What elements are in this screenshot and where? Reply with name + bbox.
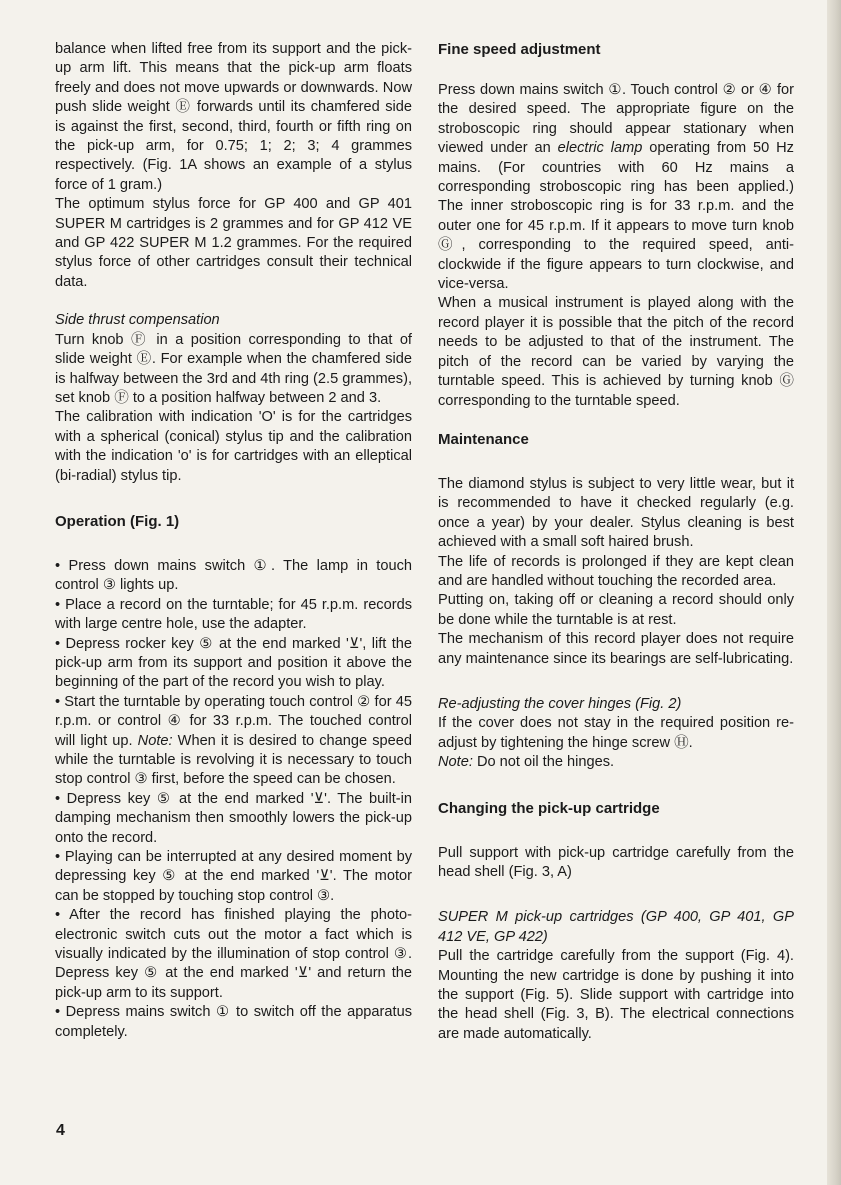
heading-changing-cartridge: Changing the pick-up cartridge xyxy=(438,799,660,817)
paragraph-stylus-wear: The diamond stylus is subject to very little wear, but it is recommended to have it checked regularly (e.g. once a year) by your dealer. Stylus cleaning is best achieved with a small soft haired brush. xyxy=(438,475,794,551)
hinge-note-label: Note: xyxy=(438,754,473,771)
bullet-rocker-key: • Depress rocker key ⑤ at the end marked '⊻', lift the pick-up arm from its support and position it above the beginning of the part of the record you wish to play. xyxy=(55,635,412,691)
electric-lamp-text: electric lamp xyxy=(557,140,643,157)
paragraph-optimum-force: The optimum stylus force for GP 400 and GP 401 SUPER M cartridges is 2 grammes and for GP 412 VE and GP 422 SUPER M 1.2 grammes. For the required stylus force of other cartridges consult their technical data. xyxy=(55,196,412,290)
bullet-start-note-text: When it is desired to change speed while the turntable is revolving it is necessary to touch stop control ③ first, before the speed can be chosen. xyxy=(55,732,412,788)
bullet-lower-pickup: • Depress key ⑤ at the end marked '⊻'. The built-in damping mechanism then smoothly lowers the pick-up onto the record. xyxy=(55,790,412,846)
heading-super-m: SUPER M pick-up cartridges (GP 400, GP 401, GP 412 VE, GP 422) xyxy=(438,909,794,945)
paragraph-record-life: The life of records is prolonged if they are kept clean and are handled without touching the recorded area. xyxy=(438,553,794,589)
paragraph-at-rest: Putting on, taking off or cleaning a record should only be done while the turntable is at rest. xyxy=(438,592,794,628)
heading-side-thrust: Side thrust compensation xyxy=(55,312,220,329)
paragraph-side-thrust: Turn knob Ⓕ in a position corresponding to that of slide weight Ⓔ. For example when the chamfered side is halfway between the 3rd and 4th ring (2.5 grammes), set knob Ⓕ to a position halfway between 2 and 3. xyxy=(55,331,412,406)
bullet-switch-off: • Depress mains switch ① to switch off the apparatus completely. xyxy=(55,1004,412,1040)
fine-speed-text: Press down mains switch ①. Touch control ② or ④ for the desired speed. The appropriate figure on the stroboscopic ring should appear stationary when viewed under an xyxy=(438,82,794,157)
paragraph-hinge-note xyxy=(438,753,794,772)
bullet-interrupt: • Playing can be interrupted at any desired moment by depressing key ⑤ at the end marked '⊻'. The motor can be stopped by touching stop control ③. xyxy=(55,849,412,904)
heading-operation: Operation (Fig. 1) xyxy=(55,512,180,530)
bullet-finished-playing: • After the record has finished playing the photo-electronic switch cuts out the motor a fact which is visually indicated by the illumination of stop control ③. Depress key ⑤ at the end marked '⊻' and return the pick-up arm to its support. xyxy=(55,907,412,1001)
paragraph-fine-speed xyxy=(438,81,794,294)
paragraph-calibration: The calibration with indication 'O' is for the cartridges with a spherical (conical) stylus tip and the calibration with the indication 'o' is for cartridges with an elleptical (bi-radial) stylus tip. xyxy=(55,409,412,484)
left-column xyxy=(55,40,412,1042)
bullet-start-turntable xyxy=(55,693,412,790)
page-binding-edge xyxy=(827,0,841,1185)
paragraph-mount-cartridge: Pull the cartridge carefully from the support (Fig. 4). Mounting the new cartridge is done by pushing it into the support (Fig. 5). Slide support with cartridge into the head shell (Fig. 3, B). The electrical connections are made automatically. xyxy=(438,948,794,1042)
paragraph-stylus-balance: balance when lifted free from its support and the pick-up arm lift. This means that the pick-up arm floats freely and does not move upwards or downwards. Now push slide weight Ⓔ forwards until its chamfered side is against the first, second, third, fourth or fifth ring on the pick-up arm, for 0.75; 1; 2; 3; 4 grammes respectively. (Fig. 1A shows an example of a stylus force of 1 gram.) xyxy=(55,41,412,193)
paragraph-hinge-screw: If the cover does not stay in the required position re-adjust by tightening the hinge screw Ⓗ. xyxy=(438,715,794,751)
bullet-mains-switch: • Press down mains switch ①. The lamp in touch control ③ lights up. xyxy=(55,557,412,594)
fine-speed-text-2: operating from 50 Hz mains. (For countries with 60 Hz mains a corresponding stroboscopic ring has been applied.) The inner stroboscopic ring is for 33 r.p.m. and the outer one for 45 r.p.m. If it appears to move turn knob Ⓖ, corresponding to the required speed, anti-clockwide if the figure appears to turn clockwise, and vice-versa. xyxy=(438,140,794,293)
note-label: Note: xyxy=(137,732,173,749)
paragraph-pitch: When a musical instrument is played along with the record player it is possible that the pitch of the record needs to be adjusted to that of the instrument. The pitch of the record can be varied by varying the turntable speed. This is achieved by turning knob Ⓖ corresponding to the turntable speed. xyxy=(438,295,794,409)
heading-maintenance: Maintenance xyxy=(438,430,529,448)
bullet-place-record: • Place a record on the turntable; for 45 r.p.m. records with large centre hole, use the adapter. xyxy=(55,596,412,633)
heading-cover-hinges: Re-adjusting the cover hinges (Fig. 2) xyxy=(438,695,682,712)
paragraph-self-lubricating: The mechanism of this record player does not require any maintenance since its bearings are self-lubricating. xyxy=(438,631,794,667)
hinge-note-text: Do not oil the hinges. xyxy=(472,754,615,771)
bullet-start-text: • Start the turntable by operating touch control ② for 45 r.p.m. or control ④ for 33 r.p.m. The touched control will light up. xyxy=(55,693,412,749)
heading-fine-speed: Fine speed adjustment xyxy=(438,41,601,58)
page-number: 4 xyxy=(56,1122,65,1139)
right-column xyxy=(438,40,794,1044)
paragraph-pull-support: Pull support with pick-up cartridge carefully from the head shell (Fig. 3, A) xyxy=(438,844,794,880)
